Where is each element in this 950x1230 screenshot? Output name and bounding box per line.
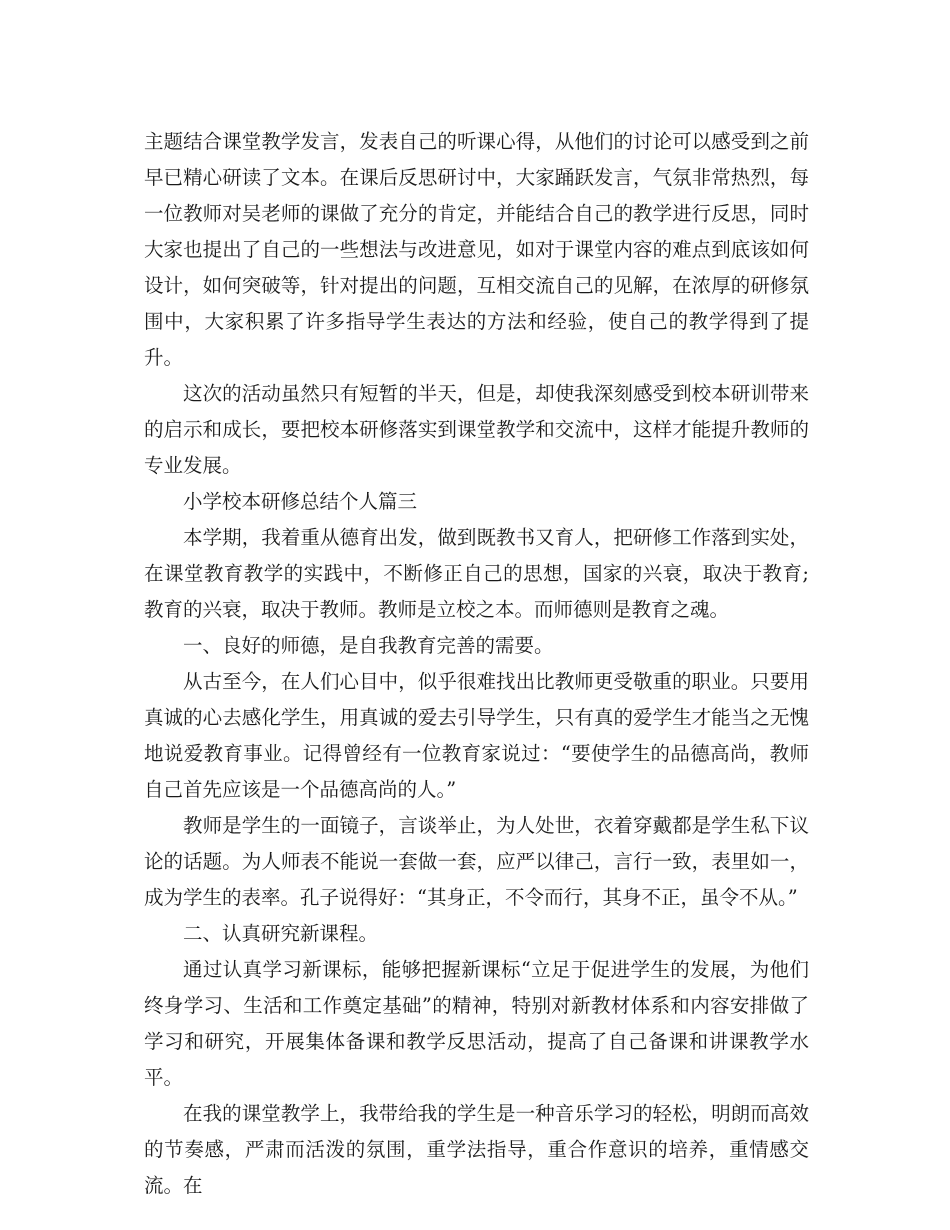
- subheading-1: 一、良好的师德，是自我教育完善的需要。: [183, 634, 554, 657]
- paragraph-1: 主题结合课堂教学发言，发表自己的听课心得，从他们的讨论可以感受到之前早已精心研读了文本。在课后反思研讨中，大家踊跃发言，气氛非常热烈，每一位教师对吴老师的课做了充分的肯定，并能结合自己的教学进行反思，同时大家也提出了自己的一些想法与改进意见，如对于课堂内容的难点到底该如何设计，如何突破等，针对提出的问题，互相交流自己的见解，在浓厚的研修氛围中，大家积累了许多指导学生表达的方法和经验，使自己的教学得到了提升。: [144, 130, 809, 369]
- document-body: [144, 124, 809, 1204]
- section-title: 小学校本研修总结个人篇三: [183, 490, 418, 513]
- paragraph-3: 本学期，我着重从德育出发，做到既教书又育人，把研修工作落到实处，在课堂教育教学的实践中，不断修正自己的思想，国家的兴衰，取决于教育;教育的兴衰，取决于教师。教师是立校之本。而师德则是教育之魂。: [144, 526, 809, 621]
- paragraph-4: 从古至今，在人们心目中，似乎很难找出比教师更受敬重的职业。只要用真诚的心去感化学生，用真诚的爱去引导学生，只有真的爱学生才能当之无愧地说爱教育事业。记得曾经有一位教育家说过：“要使学生的品德高尚，教师自己首先应该是一个品德高尚的人。”: [144, 670, 809, 801]
- paragraph-5: 教师是学生的一面镜子，言谈举止，为人处世，衣着穿戴都是学生私下议论的话题。为人师表不能说一套做一套，应严以律己，言行一致，表里如一，成为学生的表率。孔子说得好：“其身正，不令而行，其身不正，虽令不从。”: [144, 814, 809, 909]
- paragraph-6: 通过认真学习新课标，能够把握新课标“立足于促进学生的发展，为他们终身学习、生活和工作奠定基础”的精神，特别对新教材体系和内容安排做了学习和研究，开展集体备课和教学反思活动，提高了自己备课和讲课教学水平。: [144, 958, 809, 1089]
- subheading-2: 二、认真研究新课程。: [183, 922, 379, 945]
- paragraph-7: 在我的课堂教学上，我带给我的学生是一种音乐学习的轻松，明朗而高效的节奏感，严肃而活泼的氛围，重学法指导，重合作意识的培养，重情感交流。在: [144, 1102, 809, 1197]
- paragraph-2: 这次的活动虽然只有短暂的半天，但是，却使我深刻感受到校本研训带来的启示和成长，要把校本研修落实到课堂教学和交流中，这样才能提升教师的专业发展。: [144, 382, 809, 477]
